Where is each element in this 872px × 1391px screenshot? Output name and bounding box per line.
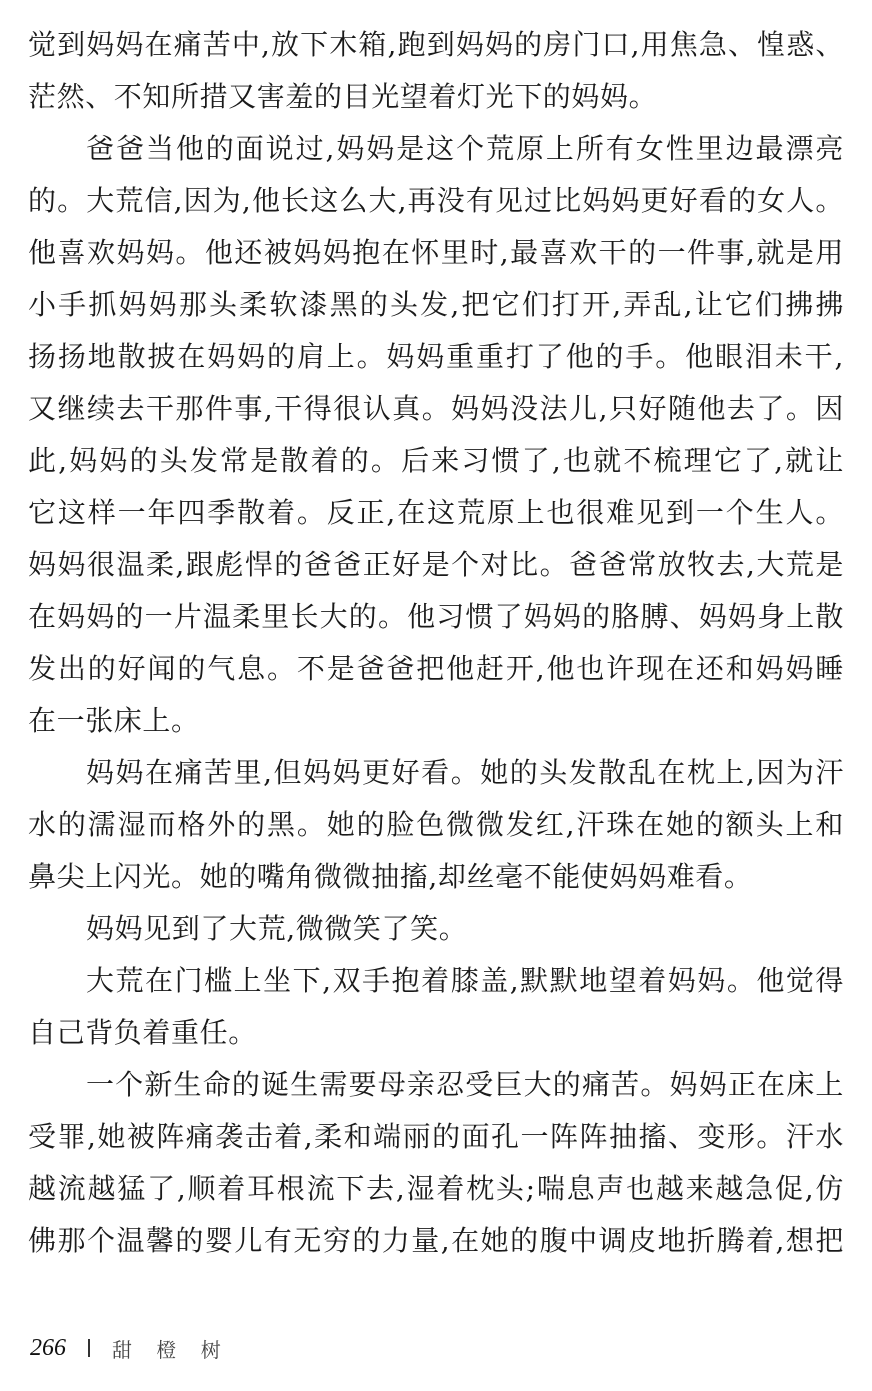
page-number: 266 <box>30 1334 66 1361</box>
text-line: 他喜欢妈妈。他还被妈妈抱在怀里时,最喜欢干的一件事,就是用 <box>28 236 844 269</box>
page-footer <box>30 1332 230 1364</box>
book-title: 甜 橙 树 <box>112 1337 230 1362</box>
text-line: 受罪,她被阵痛袭击着,柔和端丽的面孔一阵阵抽搐、变形。汗水 <box>28 1120 844 1153</box>
text-line: 的。大荒信,因为,他长这么大,再没有见过比妈妈更好看的女人。 <box>28 184 844 217</box>
text-line: 它这样一年四季散着。反正,在这荒原上也很难见到一个生人。 <box>28 496 844 529</box>
text-line: 自己背负着重任。 <box>28 1016 257 1049</box>
text-line: 佛那个温馨的婴儿有无穷的力量,在她的腹中调皮地折腾着,想把 <box>28 1224 844 1257</box>
text-line: 觉到妈妈在痛苦中,放下木箱,跑到妈妈的房门口,用焦急、惶惑、 <box>28 28 844 61</box>
text-line: 鼻尖上闪光。她的嘴角微微抽搐,却丝毫不能使妈妈难看。 <box>28 860 753 893</box>
text-line: 在妈妈的一片温柔里长大的。他习惯了妈妈的胳膊、妈妈身上散 <box>28 600 844 633</box>
footer-separator <box>88 1339 90 1357</box>
text-line: 又继续去干那件事,干得很认真。妈妈没法儿,只好随他去了。因 <box>28 392 844 425</box>
text-line: 妈妈很温柔,跟彪悍的爸爸正好是个对比。爸爸常放牧去,大荒是 <box>28 548 844 581</box>
text-line: 大荒在门槛上坐下,双手抱着膝盖,默默地望着妈妈。他觉得 <box>86 964 844 997</box>
text-line: 在一张床上。 <box>28 704 200 737</box>
text-line: 水的濡湿而格外的黑。她的脸色微微发红,汗珠在她的额头上和 <box>28 808 844 841</box>
text-line: 妈妈在痛苦里,但妈妈更好看。她的头发散乱在枕上,因为汗 <box>86 756 844 789</box>
text-line: 扬扬地散披在妈妈的肩上。妈妈重重打了他的手。他眼泪未干, <box>28 340 844 373</box>
text-line: 发出的好闻的气息。不是爸爸把他赶开,他也许现在还和妈妈睡 <box>28 652 844 685</box>
text-line: 一个新生命的诞生需要母亲忍受巨大的痛苦。妈妈正在床上 <box>86 1068 844 1101</box>
text-line: 小手抓妈妈那头柔软漆黑的头发,把它们打开,弄乱,让它们拂拂 <box>28 288 844 321</box>
text-line: 茫然、不知所措又害羞的目光望着灯光下的妈妈。 <box>28 80 658 113</box>
text-line: 爸爸当他的面说过,妈妈是这个荒原上所有女性里边最漂亮 <box>86 132 844 165</box>
text-line: 越流越猛了,顺着耳根流下去,湿着枕头;喘息声也越来越急促,仿 <box>28 1172 844 1205</box>
text-line: 妈妈见到了大荒,微微笑了笑。 <box>86 912 468 945</box>
page-body <box>28 22 844 1270</box>
text-line: 此,妈妈的头发常是散着的。后来习惯了,也就不梳理它了,就让 <box>28 444 844 477</box>
